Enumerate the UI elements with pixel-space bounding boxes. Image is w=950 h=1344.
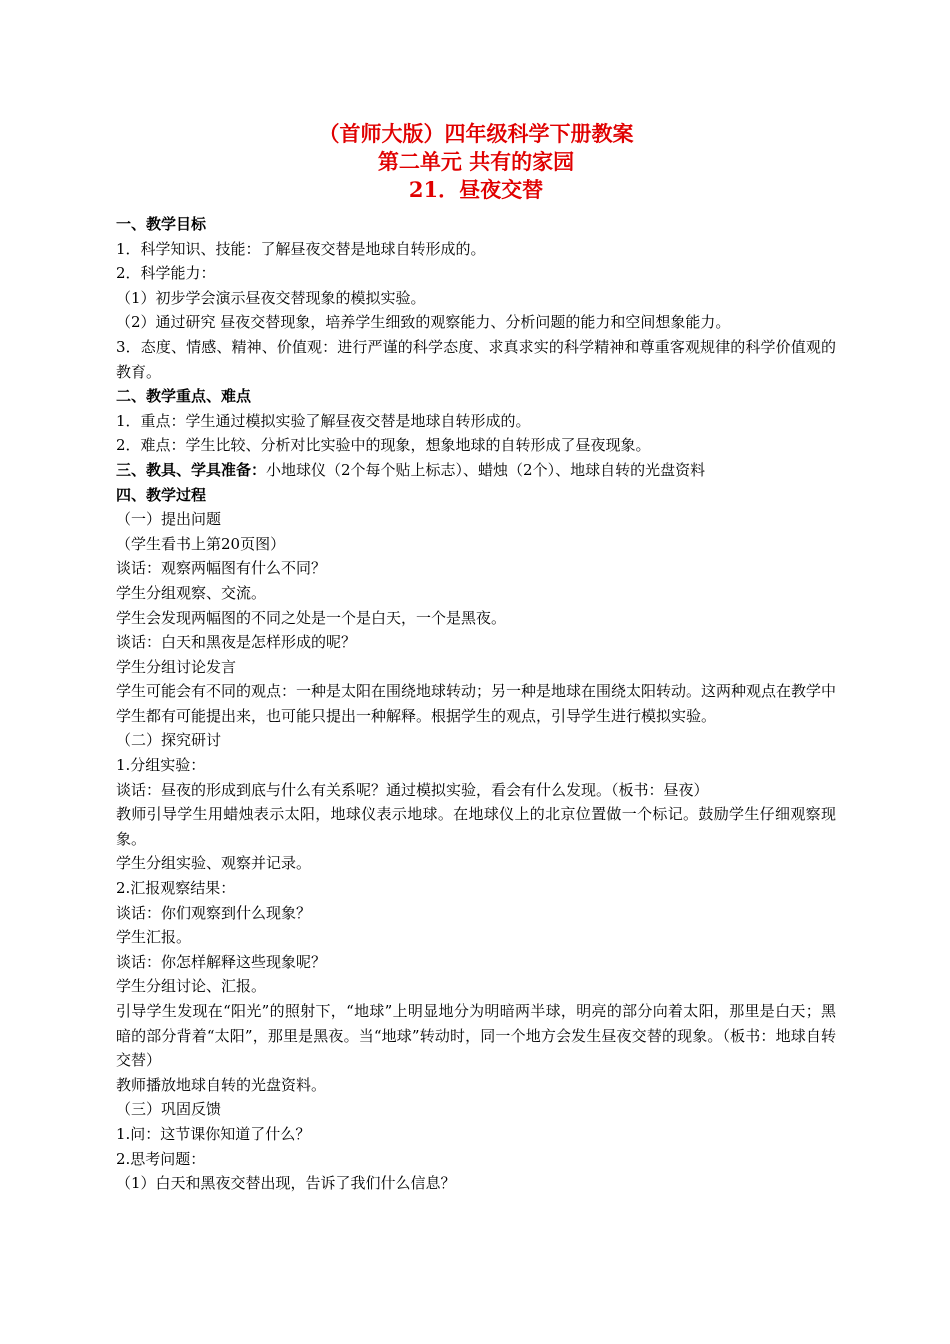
- section-heading-materials: 三、教具、学具准备：: [116, 460, 267, 479]
- paragraph: 学生分组讨论发言: [116, 657, 237, 676]
- paragraph: 1．科学知识、技能：了解昼夜交替是地球自转形成的。: [116, 239, 486, 258]
- paragraph: 谈话：观察两幅图有什么不同？: [116, 559, 327, 578]
- paragraph: 引导学生发现在“阳光”的照射下，“地球”上明显地分为明暗两半球，明亮的部分向着太阳，那里是白天；黑暗的部分背着“太阳”，那里是黑夜。当“地球”转动时，同一个地方会发生昼夜交替的现象。（板书：地球自转 交替）: [116, 1002, 867, 1070]
- document-body: [116, 212, 867, 1196]
- paragraph: 谈话：你怎样解释这些现象呢？: [116, 952, 327, 971]
- paragraph: 1.问：这节课你知道了什么？: [116, 1124, 311, 1143]
- paragraph: 学生分组讨论、汇报。: [116, 977, 267, 996]
- paragraph: 谈话：你们观察到什么现象？: [116, 903, 312, 922]
- section-heading-objectives: 一、教学目标: [116, 215, 207, 233]
- document-page: [116, 120, 867, 1196]
- section-heading-process: 四、教学过程: [116, 485, 207, 504]
- paragraph: 学生分组实验、观察并记录。: [116, 854, 312, 873]
- materials-text: 小地球仪（2个每个贴上标志）、蜡烛（2个）、地球自转的光盘资料: [266, 460, 706, 479]
- paragraph: （2）通过研究 昼夜交替现象，培养学生细致的观察能力、分析问题的能力和空间想象能力。: [116, 313, 731, 332]
- paragraph: 学生分组观察、交流。: [116, 583, 267, 602]
- paragraph: 学生可能会有不同的观点：一种是太阳在围绕地球转动；另一种是地球在围绕太阳转动。这两种观点在教学中学生都有可能提出来，也可能只提出一种解释。根据学生的观点，引导学生进行模拟实验。: [116, 682, 837, 725]
- paragraph: 2．科学能力：: [116, 264, 216, 283]
- section-heading-key-points: 二、教学重点、难点: [116, 387, 252, 406]
- title-line-2: 第二单元 共有的家园: [377, 149, 575, 174]
- paragraph: 谈话：昼夜的形成到底与什么有关系呢？通过模拟实验，看会有什么发现。（板书：昼夜）: [116, 780, 709, 799]
- title-line-1: （首师大版）四年级科学下册教案: [318, 121, 634, 146]
- paragraph: （二）探究研讨: [116, 731, 222, 750]
- paragraph: （学生看书上第20页图）: [116, 534, 286, 553]
- paragraph: 2.汇报观察结果：: [116, 879, 236, 898]
- paragraph: 教师播放地球自转的光盘资料。: [116, 1075, 327, 1094]
- document-title: [116, 120, 836, 204]
- paragraph: 3．态度、情感、精神、价值观：进行严谨的科学态度、求真求实的科学精神和尊重客观规律的科学价值观的教育。: [116, 337, 836, 381]
- paragraph: 学生汇报。: [116, 928, 192, 947]
- paragraph: 2．难点：学生比较、分析对比实验中的现象，想象地球的自转形成了昼夜现象。: [116, 436, 651, 455]
- paragraph: 2.思考问题：: [116, 1149, 206, 1168]
- section-materials: [116, 458, 836, 483]
- paragraph: （三）巩固反馈: [116, 1100, 222, 1119]
- paragraph: 谈话：白天和黑夜是怎样形成的呢？: [116, 633, 357, 652]
- paragraph: （1）白天和黑夜交替出现，告诉了我们什么信息？: [116, 1174, 456, 1193]
- paragraph: 1.分组实验：: [116, 756, 206, 775]
- paragraph: 学生会发现两幅图的不同之处是一个是白天，一个是黑夜。: [116, 608, 507, 627]
- paragraph: （1）初步学会演示昼夜交替现象的模拟实验。: [116, 288, 426, 307]
- title-line-3: 21．昼夜交替: [408, 177, 544, 202]
- paragraph: （一）提出问题: [116, 510, 222, 529]
- paragraph: 1．重点：学生通过模拟实验了解昼夜交替是地球自转形成的。: [116, 411, 531, 430]
- paragraph: 教师引导学生用蜡烛表示太阳，地球仪表示地球。在地球仪上的北京位置做一个标记。鼓励学生仔细观察现象。: [116, 805, 836, 848]
